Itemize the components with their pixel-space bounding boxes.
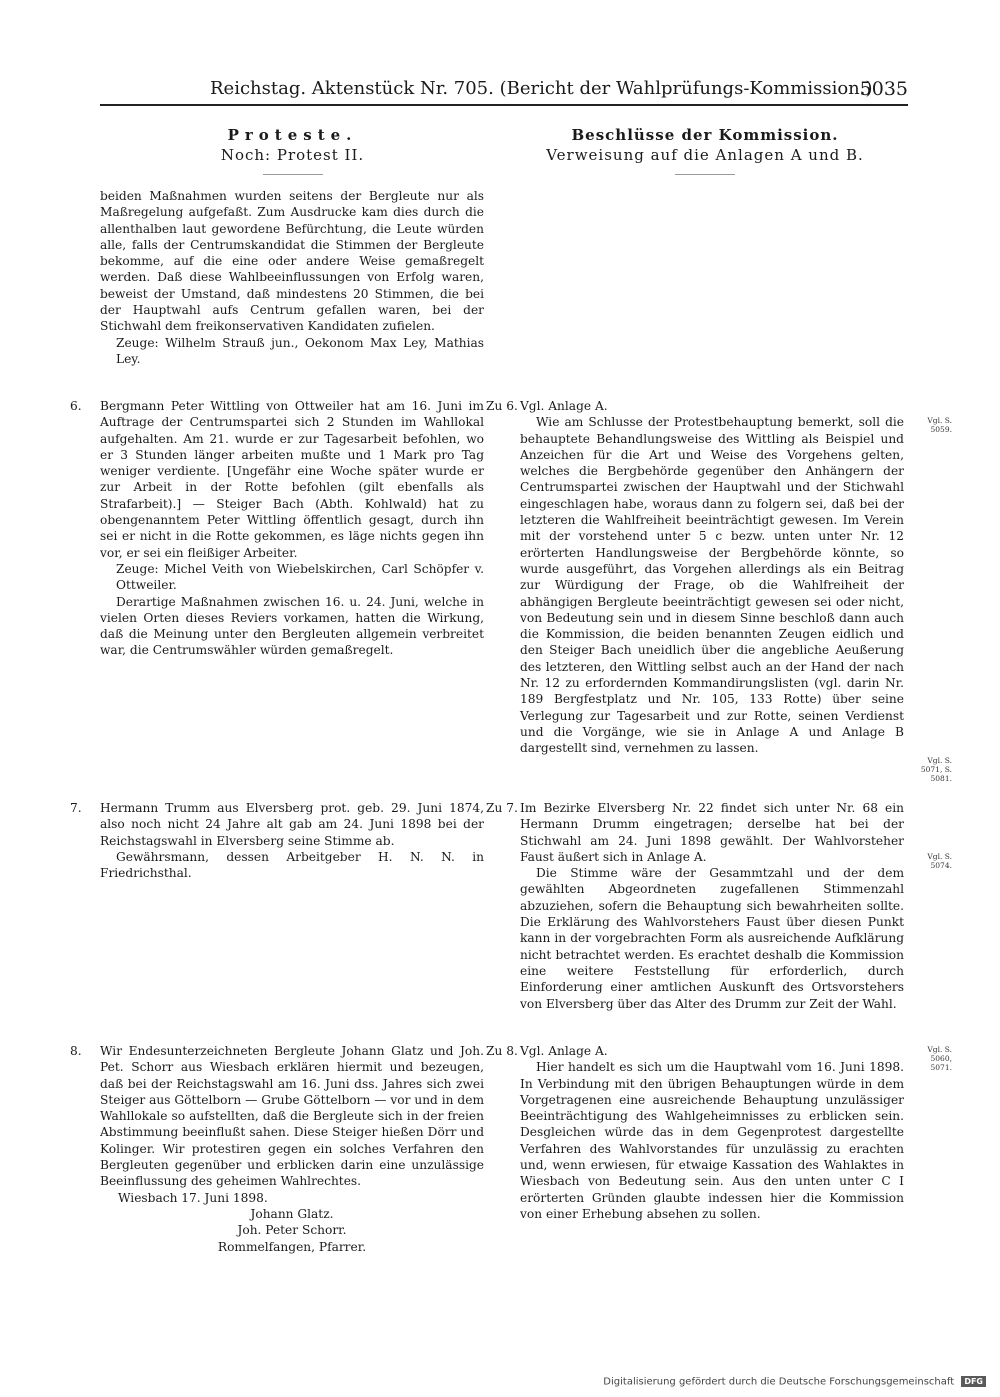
- margin-reference: Vgl. S. 5071, S. 5081.: [920, 756, 952, 783]
- signature-1: Johann Glatz.: [250, 1206, 334, 1221]
- item-7-source: Gewährsmann, dessen Arbeitgeber H. N. N. in Friedrichsthal.: [100, 849, 484, 881]
- item-number: 6.: [70, 399, 82, 413]
- heading-divider: [675, 174, 735, 175]
- zu-8-reference: Vgl. Anlage A.: [520, 1044, 608, 1058]
- zu-8-text: Hier handelt es sich um die Hauptwahl vom 16. Juni 1898. In Verbindung mit den übrigen Behauptungen würde in dem Vorgetragenen eine ausreichende Behauptung unzulässiger Beeinträchtigung des Wahlgeheimnisses zu erblicken sein. Desgleichen würde das in dem Gegenprotest dargestellte Verfahren des Wahlvorstandes für unzulässig zu erachten und, wenn erwiesen, für etwaige Kassation des Wahlaktes in Wiesbach von Bedeutung sein. Aus den unten unter C I erörterten Gründen glaubte indessen hier die Kommission von einer Erhebung absehen zu sollen.: [520, 1060, 904, 1221]
- margin-reference: Vgl. S. 5060, 5071.: [927, 1045, 952, 1072]
- zu-7-text-2: Die Stimme wäre der Gesammtzahl und der dem gewählten Abgeordneten zugefallenen Stimmenzahl abzuziehen, sofern die Behauptung sich bewahrheiten sollte. Die Erklärung des Wahlvorstehers Faust über diesen Punkt kann in der vorgebrachten Form als ausreichende Aufklärung nicht betrachtet werden. Es erachtet deshalb die Kommission eine weitere Feststellung für erforderlich, durch Einforderung einer amtlichen Auskunft des Ortsvorstehers von Elversberg über das Alter des Drumm zur Zeit der Wahl.: [520, 866, 904, 1011]
- item-6-witness: Zeuge: Michel Veith von Wiebelskirchen, Carl Schöpfer v. Ottweiler.: [116, 561, 484, 593]
- resolution-zu-6: [486, 398, 952, 783]
- margin-reference: Vgl. S. 5074.: [927, 852, 952, 870]
- protest-intro-text: beiden Maßnahmen wurden seitens der Bergleute nur als Maßregelung aufgefaßt. Zum Ausdrucke kam dies durch die allenthalben laut gewordene Befürchtung, die Leute würden alle, falls der Centrumskandidat die Stimmen der Bergleute bekomme, auf die eine oder andere Weise gemaßregelt werden. Daß diese Wahlbeeinflussungen von Erfolg waren, beweist der Umstand, daß mindestens 20 Stimmen, die bei der Hauptwahl aufs Centrum gefallen waren, bei der Stichwahl dem freikonservativen Kandidaten zufielen.: [100, 189, 484, 334]
- item-8-date: Wiesbach 17. Juni 1898.: [118, 1190, 268, 1205]
- zu-7-text: Im Bezirke Elversberg Nr. 22 findet sich unter Nr. 68 ein Hermann Drumm eingetragen; derselbe hat bei der Stichwahl am 24. Juni 1898 gewählt. Der Wahlvorsteher Faust äußert sich in Anlage A.: [520, 801, 904, 864]
- header-title: Reichstag. Aktenstück Nr. 705. (Bericht der Wahlprüfungs-Kommission.): [210, 78, 873, 99]
- resolution-label: Zu 7.: [486, 801, 518, 815]
- footer-text: Digitalisierung gefördert durch die Deutsche Forschungsgemeinschaft: [603, 1376, 955, 1387]
- protest-item-7: [70, 800, 484, 881]
- protest-intro: [100, 188, 484, 367]
- item-8-text: Wir Endesunterzeichneten Bergleute Johann Glatz und Joh. Pet. Schorr aus Wiesbach erklären hiermit und bezeugen, daß bei der Reichstagswahl am 16. Juni dss. Jahres sich zwei Steiger aus Göttelborn — Grube Göttelborn — vor und in dem Wahllokale so aufstellten, daß die Bergleute sich in der freien Abstimmung beeinflußt sahen. Diese Steiger hießen Dörr und Kolinger. Wir protestiren gegen ein solches Verfahren den Bergleuten gegenüber und erblicken darin eine unzulässige Beeinflussung des geheimen Wahlrechtes.: [100, 1044, 484, 1189]
- item-7-text: Hermann Trumm aus Elversberg prot. geb. 29. Juni 1874, also noch nicht 24 Jahre alt gab am 24. Juni 1898 bei der Reichstagswahl in Elversberg seine Stimme ab.: [100, 801, 484, 848]
- right-heading-subtitle: Verweisung auf die Anlagen A und B.: [546, 146, 864, 164]
- item-number: 7.: [70, 801, 82, 815]
- resolution-label: Zu 8.: [486, 1044, 518, 1058]
- margin-reference: Vgl. S. 5059.: [927, 416, 952, 434]
- right-column-heading: [505, 126, 905, 175]
- protest-intro-witness: Zeuge: Wilhelm Strauß jun., Oekonom Max Ley, Mathias Ley.: [116, 335, 484, 366]
- resolution-zu-8: [486, 1043, 952, 1222]
- resolution-zu-7: [486, 800, 952, 1012]
- left-heading-subtitle: Noch: Protest II.: [220, 146, 365, 164]
- signature-2: Joh. Peter Schorr.: [237, 1223, 347, 1238]
- resolution-label: Zu 6.: [486, 399, 518, 413]
- item-number: 8.: [70, 1044, 82, 1058]
- zu-6-text: Wie am Schlusse der Protestbehauptung bemerkt, soll die behauptete Behandlungsweise des Wittling als Beispiel und Anzeichen für die Art und Weise des Vorgehens gelten, welches die Bergbehörde gegenüber den Anhängern der Centrumspartei zwischen der Hauptwahl und der Stichwahl eingeschlagen habe, woraus dann zu folgern sei, daß bei der letzteren die Wahlfreiheit beeinträchtigt gewesen. Im Verein mit der vorstehend unter 5 c bezw. unten unter Nr. 12 erörterten Handlungsweise der Bergbehörde könnte, so wurde ausgeführt, das Vorgehen allerdings als ein Beitrag zur Würdigung der Frage, ob die Wahlfreiheit der abhängigen Bergleute beeinträchtigt gewesen sei oder nicht, von Bedeutung sein und in diesem Sinne beschloß dann auch die Kommission, die beiden benannten Zeugen eidlich und den Steiger Bach uneidlich über die angebliche Aeußerung des letzteren, den Wittling selbst auch an der Hand der nach Nr. 12 zu erfordernden Kommandirungslisten (vgl. darin Nr. 189 Bergfestplatz und Nr. 105, 133 Rotte) über seine Verlegung zur Tagesarbeit und zur Rotte, seinen Verdienst und die Vorgänge, wie sie in Anlage A und Anlage B dargestellt sind, vernehmen zu lassen.: [520, 415, 904, 756]
- protest-item-6: [70, 398, 484, 659]
- header-rule: [100, 104, 908, 106]
- item-6-extra: Derartige Maßnahmen zwischen 16. u. 24. Juni, welche in vielen Orten dieses Reviers vorkamen, hatten die Wirkung, daß die Meinung unter den Bergleuten allgemein verbreitet war, die Centrumswähler würden gemaßregelt.: [100, 594, 484, 658]
- digitization-footer: [603, 1376, 986, 1388]
- left-heading-title: Proteste.: [227, 126, 358, 144]
- page-number: 5035: [859, 78, 908, 100]
- item-6-text: Bergmann Peter Wittling von Ottweiler hat am 16. Juni im Auftrage der Centrumspartei sich 2 Stunden im Wahllokal aufgehalten. Am 21. wurde er zur Tagesarbeit befohlen, wo er 3 Stunden länger arbeiten mußte und 1 Mark pro Tag weniger verdiente. [Ungefähr eine Woche später wurde er zur Arbeit in der Rotte befohlen (gilt ebenfalls als Strafarbeit).] — Steiger Bach (Abth. Kohlwald) hat zu obengenanntem Peter Wittling öffentlich gesagt, durch ihn sei er nicht in die Rotte gekommen, es läge nichts gegen ihn vor, er sei ein fleißiger Arbeiter.: [100, 399, 484, 560]
- protest-item-8: [70, 1043, 484, 1255]
- running-header: [100, 72, 908, 102]
- heading-divider: [263, 174, 323, 175]
- zu-6-reference: Vgl. Anlage A.: [520, 399, 608, 413]
- signature-3: Rommelfangen, Pfarrer.: [217, 1239, 367, 1254]
- right-heading-title: Beschlüsse der Kommission.: [571, 126, 839, 144]
- dfg-logo: DFG: [961, 1376, 986, 1387]
- left-column-heading: [100, 126, 485, 175]
